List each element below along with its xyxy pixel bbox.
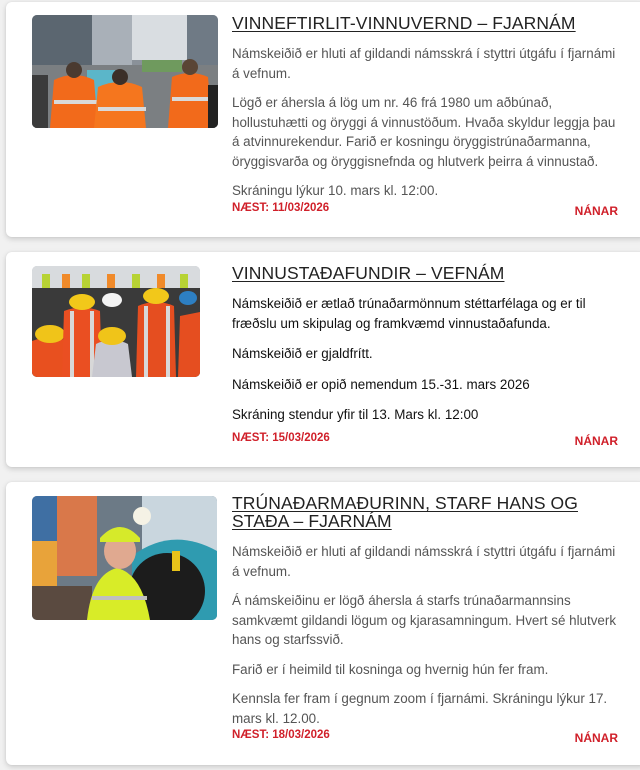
course-card	[6, 2, 640, 237]
course-description: Á námskeiðinu er lögð áhersla á starfs trúnaðarmannsins samkvæmt gildandi lögum og kjarasamningum. Hvert sé hlutverk hans og starfssvið.	[232, 593, 617, 647]
next-date: NÆST: 18/03/2026	[232, 729, 330, 741]
course-registration: Skráningu lýkur 10. mars kl. 12:00.	[232, 183, 439, 198]
more-link[interactable]: NÁNAR	[574, 434, 618, 448]
course-content	[232, 262, 622, 436]
course-card	[6, 482, 640, 765]
course-footer	[232, 202, 618, 220]
course-title-link[interactable]: TRÚNAÐARMAÐURINN, STARF HANS OG STAÐA – FJARNÁM	[232, 493, 578, 531]
course-image[interactable]	[32, 496, 217, 620]
course-card	[6, 252, 640, 467]
course-title-link[interactable]: VINNEFTIRLIT-VINNUVERND – FJARNÁM	[232, 13, 576, 33]
course-footer	[232, 729, 618, 747]
course-footer	[232, 432, 618, 450]
more-link[interactable]: NÁNAR	[574, 204, 618, 218]
next-date: NÆST: 15/03/2026	[232, 432, 330, 444]
course-description: Námskeiðið er hluti af gildandi námsskrá í styttri útgáfu í fjarnámi á vefnum.	[232, 46, 616, 81]
course-content	[232, 492, 622, 738]
next-date: NÆST: 11/03/2026	[232, 202, 330, 214]
photo-safety-stewards-icon	[32, 15, 218, 128]
more-link[interactable]: NÁNAR	[574, 731, 618, 745]
course-content	[232, 12, 622, 211]
course-registration: Kennsla fer fram í gegnum zoom í fjarnámi. Skráningu lýkur 17. mars kl. 12.00.	[232, 691, 608, 726]
course-dates: Námskeiðið er opið nemendum 15.-31. mars 2026	[232, 376, 530, 392]
course-description: Námskeiðið er ætlað trúnaðarmönnum stéttarfélaga og er til fræðslu um skipulag og framkvæmd vinnustaðafunda.	[232, 296, 586, 331]
course-image[interactable]	[32, 15, 218, 128]
photo-worker-hi-vis-icon	[32, 496, 217, 620]
course-title-link[interactable]: VINNUSTAÐAFUNDIR – VEFNÁM	[232, 263, 505, 283]
course-description: Lögð er áhersla á lög um nr. 46 frá 1980 um aðbúnað, hollustuhætti og öryggi á vinnustöðum. Hvaða skyldur leggja þau á atvinnurekendur. Farið er kosningu öryggistrúnaðarmanna, öryggisvarða og öryggisnefnda og hlutverk þeirra á vinnustað.	[232, 95, 616, 169]
course-description: Farið er í heimild til kosninga og hvernig hún fer fram.	[232, 661, 549, 677]
course-price: Námskeiðið er gjaldfrítt.	[232, 346, 373, 361]
course-image[interactable]	[32, 266, 200, 377]
course-registration: Skráning stendur yfir til 13. Mars kl. 12:00	[232, 407, 479, 422]
photo-construction-workers-icon	[32, 266, 200, 377]
course-description: Námskeiðið er hluti af gildandi námsskrá í styttri útgáfu í fjarnámi á vefnum.	[232, 544, 616, 579]
